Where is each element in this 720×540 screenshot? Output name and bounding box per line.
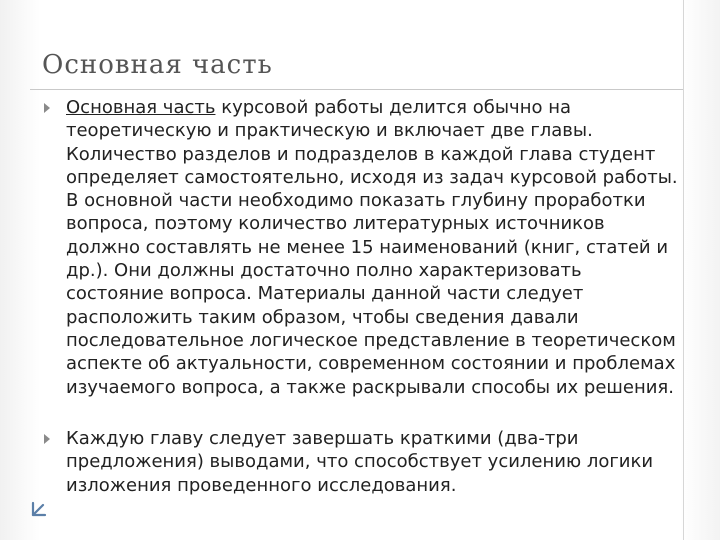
triangle-right-icon — [44, 103, 50, 113]
bullet-paragraph-1 — [66, 96, 680, 399]
corner-arrow-icon[interactable] — [30, 500, 48, 522]
bullet-paragraph-2 — [66, 427, 680, 497]
slide-title: Основная часть — [42, 50, 273, 80]
bullet-1-text: курсовой работы делится обычно на теоретическую и практическую и включает две главы. Количество разделов и подразделов в каждой глава студент определяет самостоятельно, исходя из задач курсовой работы. В основной части необходимо показать глубину проработки вопроса, поэтому количество литературных источников должно составлять не менее 15 наименований (книг, статей и др.). Они должны достаточно полно характеризовать состояние вопроса. Материалы данной части следует расположить таким образом, чтобы сведения давали последовательное логическое представление в теоретическом аспекте об актуальности, современном состоянии и проблемах изучаемого вопроса, а также раскрывали способы их решения. — [66, 97, 678, 398]
triangle-right-icon — [44, 434, 50, 444]
main-part-link[interactable]: Основная часть — [66, 97, 216, 118]
bullet-2-text: Каждую главу следует завершать краткими (два-три предложения) выводами, что способствует усилению логики изложения проведенного исследования. — [66, 428, 654, 496]
title-divider — [30, 89, 683, 90]
right-border-line — [683, 0, 684, 540]
